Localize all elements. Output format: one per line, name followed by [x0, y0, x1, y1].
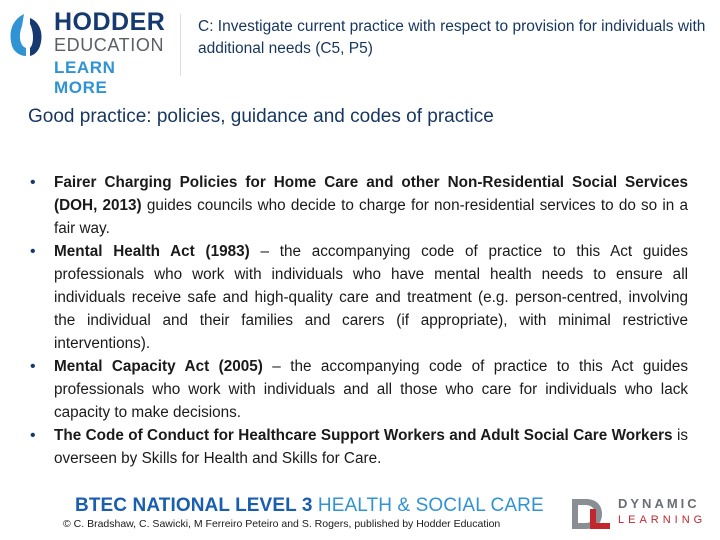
dynamic-learning-mark-icon	[570, 497, 612, 531]
bullet-item	[30, 240, 688, 355]
bullet-bold-text: Mental Capacity Act (2005)	[54, 358, 263, 375]
bullet-body-text: – the accompanying code of practice to this Act guides professionals who work with individuals and all those who care for individuals who lack capacity to make decisions.	[54, 358, 688, 421]
footer-title-bold: BTEC NATIONAL LEVEL 3	[75, 495, 313, 516]
footer-copyright: © C. Bradshaw, C. Sawicki, M Ferreiro Peteiro and S. Rogers, published by Hodder Education	[63, 518, 501, 530]
dl-word-dynamic: DYNAMIC	[618, 496, 700, 511]
footer-series-title	[75, 495, 544, 517]
bullet-body-text: guides councils who decide to charge for non-residential services to do so in a fair way.	[54, 197, 688, 237]
dynamic-learning-logo	[570, 497, 710, 531]
bullet-body-text: – the accompanying code of practice to this Act guides professionals who work with individuals who have mental health needs to ensure all individuals receive safe and high-quality care and treatment (e.g. person-centred, involving the individual and their families and carers (if appropriate), with minimal restrictive interventions).	[54, 243, 688, 352]
bullet-bold-text: Fairer Charging Policies for Home Care and other Non-Residential Social Services (DOH, 2013)	[54, 174, 688, 214]
bullet-list	[30, 171, 688, 470]
bullet-bold-text: The Code of Conduct for Healthcare Support Workers and Adult Social Care Workers	[54, 427, 673, 444]
slide-header-title: C: Investigate current practice with respect to provision for individuals with additional needs (C5, P5)	[198, 18, 706, 57]
header-divider	[180, 14, 181, 76]
logo-brand-text: HODDER	[54, 8, 166, 36]
hodder-education-logo	[6, 8, 166, 97]
logo-tagline-text: LEARN MORE	[54, 58, 116, 97]
bullet-body-text: is overseen by Skills for Health and Skills for Care.	[54, 427, 688, 467]
logo-sub-text: EDUCATION	[54, 35, 165, 55]
bullet-item	[30, 171, 688, 240]
dl-word-learning: LEARNING	[618, 514, 707, 526]
section-heading: Good practice: policies, guidance and codes of practice	[28, 106, 494, 127]
bullet-bold-text: Mental Health Act (1983)	[54, 243, 250, 260]
footer-title-light: HEALTH & SOCIAL CARE	[312, 495, 544, 516]
hodder-mark-icon	[6, 12, 46, 58]
bullet-item	[30, 424, 688, 470]
bullet-item	[30, 355, 688, 424]
